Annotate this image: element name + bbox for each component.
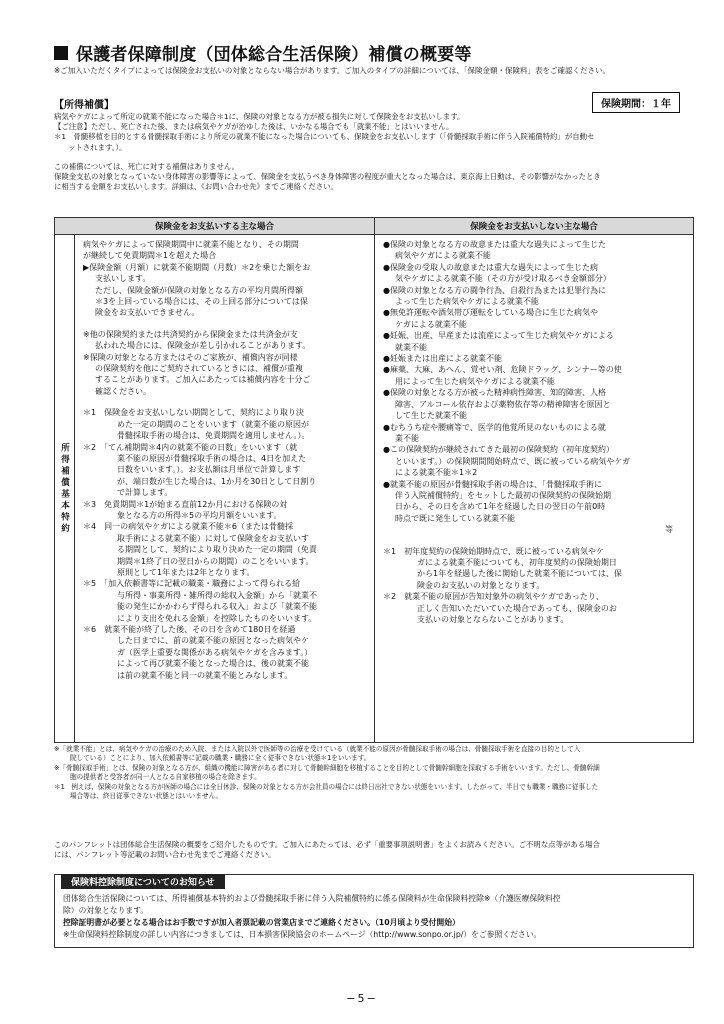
table-line: で計算します。 (117, 488, 173, 498)
summary-line: ットされます。）。 (68, 142, 127, 152)
table-line: ＊6 就業不能が終了した後、その日を含めて180日を経過 (83, 625, 296, 634)
table-line: による就業不能＊1＊2 (395, 468, 478, 478)
table-line: ●保険の対象となる方が被った精神病性障害、知的障害、人格 (383, 388, 606, 398)
table-line: が継続して免責期間＊1を超えた場合 (83, 251, 217, 261)
table-line: 用によって生じた病気やケガによる就業不能 (395, 376, 555, 386)
footnote-line: ※「骨髄採取手術」とは、保険の対象となる方が、組織の機能に障害がある者に対して骨髄幹細胞を移植することを目的として骨髄幹細胞を採取する手術をいいます。ただし、骨髄幹細 (54, 763, 600, 772)
table-line: ●麻薬、大麻、あへん、覚せい剤、危険ドラッグ、シンナー等の使 (383, 365, 622, 375)
table-line: る期間として、契約により取り決めた一定の期間（免責 (117, 545, 317, 555)
table-line: 障害、アルコール依存および薬物依存等の精神障害を原因と (395, 399, 611, 409)
table-header-paid: 保険金をお支払いする主な場合 (55, 218, 375, 235)
table-line: することがあります。ご加入にあたっては補償内容を十分ご (95, 375, 311, 385)
table-line: 正しく告知いただいていた場合であっても、保険金のお (417, 603, 617, 613)
footnote-line: 院している）ことにより、加入依頼書等に記載の職業・職務に全く従事できない状態＊1をいいます。 (70, 754, 371, 763)
table-line: ガによる就業不能についても、初年度契約の保険始期日 (417, 557, 617, 567)
table-line: ただし、保険金額が保険の対象となる方の平均月間所得額 (95, 285, 303, 295)
table-line: めた一定の期間のことをいいます（就業不能の原因が (117, 419, 309, 429)
table-line: ＊2 就業不能の原因が告知対象外の病気やケガであったり、 (383, 592, 604, 602)
pamphlet-line: このパンフレットは団体総合生活保険の概要をご紹介したものです。ご加入にあたっては、必ず「重要事項説明書」をよくお読みください。ご不明な点等がある場合 (54, 840, 600, 849)
pamphlet-line: には、パンフレット等記載のお問い合わせ先までご連絡ください。 (54, 850, 276, 860)
table-line: から1年を経過した後に開始した就業不能については、保 (417, 569, 622, 579)
notice-line: 除）の対象となります。 (63, 906, 149, 915)
footnote-line: 胞の提供者と受容者が同一人となる自家移植の場合を除きます。 (70, 773, 261, 782)
notice-line: 控除証明書が必要となる場合はお手数ですが加入者票記載の営業店までご連絡ください。（10月頃より受付開始） (63, 918, 460, 927)
table-line: 日から、その日を含めて1年を経過した日の翌日の午前0時 (395, 502, 606, 512)
table-line: ●この保険契約が継続されてきた最初の保険契約（初年度契約） (383, 445, 614, 455)
spacer (83, 397, 368, 407)
table-line: ※他の保険契約または共済契約から保険金または共済金が支 (83, 329, 298, 339)
table-line: によって再び就業不能となった場合は、後の就業不能 (117, 659, 309, 669)
summary-line: 保険金支払の対象となっていない身体障害の影響等によって、保険金を支払うべき身体障害の程度が重大となった場合は、東京海上日動は、その影響がなかったとき (54, 172, 601, 182)
table-line: 日数をいいます。）。お支払額は月単位で計算します (117, 465, 301, 475)
paid-cases-column (75, 235, 375, 742)
table-line: ▶保険金額（月額）に就業不能期間（月数）＊2を乗じた額をお (83, 262, 311, 272)
page-number: −5− (346, 992, 378, 1005)
summary-line: に相当する金額をお支払いします。詳細は、《お問い合わせ先》までご連絡ください。 (54, 182, 338, 192)
table-line: 就業不能 (395, 342, 427, 352)
notice-line: 団体総合生活保険については、所得補償基本特約および骨髄採取手術に伴う入院補償特約に係る保険料が生命保険料控除※（介護医療保険料控 (63, 894, 561, 903)
insurance-period-badge: 保険期間：１年 (592, 92, 680, 113)
table-line: 払われた場合には、保険金が差し引かれることがあります。 (95, 341, 311, 351)
table-line: は前の就業不能と同一の就業不能とみなします。 (117, 670, 293, 680)
notice-line: ※生命保険料控除制度の詳しい内容につきましては、日本損害保険協会のホームページ（http://www.sonpo.or.jp/）をご参照ください。 (63, 930, 542, 939)
table-line: ●妊娠または出産による就業不能 (383, 354, 502, 364)
notice-title: 保険料控除制度についてのお知らせ (61, 874, 225, 889)
side-label-text: 所得補償基本特約 (59, 442, 70, 535)
table-line: が、端日数が生じた場合は、1か月を30日として日割り (117, 476, 317, 486)
table-line: ●妊娠、出産、早産または流産によって生じた病気やケガによる (383, 331, 614, 341)
not-paid-cases-column (375, 235, 693, 742)
pamphlet-note (54, 840, 694, 861)
page-title: 保護者保障制度（団体総合生活保険）補償の概要等 (76, 45, 472, 65)
table-line: ※保険の対象となる方またはそのご家族が、補償内容が同様 (83, 352, 298, 362)
table-line: ＊3 免責期間＊1が始まる直前12か月における保険の対 (83, 499, 288, 509)
table-line: ＊1 初年度契約の保険始期時点で、既に被っている病気やケ (383, 546, 604, 556)
spacer (54, 153, 694, 162)
table-line: 病気やケガによる就業不能 (395, 251, 491, 261)
table-line: ●無免許運転や酒気帯び運転をしている場合に生じた病気や (383, 308, 598, 318)
table-line: 支払いの対象とならないことがあります。 (417, 615, 569, 624)
table-line: 取手術による就業不能）に対して保険金をお支払いす (117, 533, 309, 543)
table-line: 気やケガによる就業不能（その方が受け取るべき金額部分） (395, 274, 611, 284)
summary-text (54, 112, 694, 192)
summary-line: 【ご注意】ただし、死亡された後、または病気やケガが治ゆした後は、いかなる場合でも「就業不能」とはいいません。 (54, 122, 454, 132)
table-header-not-paid: 保険金をお支払いしない主な場合 (375, 218, 693, 235)
footnote-line: ※「就業不能」とは、病気やケガの治療のため入院、または入院以外で医師等の治療を受けている（就業不能の原因が骨髄採取手術の場合は、骨髄採取手術を直接の目的として入 (54, 745, 581, 753)
table-line: 等 (665, 525, 673, 535)
table-line: 時点で既に発生している就業不能 (395, 513, 515, 523)
table-line: の保険契約を他にご契約されているときには、補償が重複 (95, 364, 303, 374)
table-line: ●むちうち症や腰痛等で、医学的他覚所見のないものによる就 (383, 422, 606, 432)
table-line: 期間＊1終了日の翌日からの期間）のことをいいます。 (117, 556, 314, 566)
notice-body (63, 893, 687, 941)
table-line: した日までに、前の就業不能の原因となった病気やケ (117, 636, 309, 646)
table-line: 支払いします。 (95, 274, 151, 284)
table-line: 険金をお支払いできません。 (95, 308, 200, 318)
table-line: ●保険金の受取人の故意または重大な過失によって生じた病 (383, 262, 598, 272)
spacer (383, 536, 687, 546)
summary-line: ＊1 骨髄移植を目的とする骨髄採取手術により所定の就業不能になった場合についても、保険金をお支払いします（「骨髄採取手術に伴う入院補償特約」が自動セ (54, 132, 595, 142)
benefit-table (54, 217, 694, 743)
footnote-line: 場合等は、終日従事できない状態とはいいません。 (70, 792, 223, 801)
table-line: ●就業不能の原因が骨髄採取手術の場合は、「骨髄採取手術に (383, 479, 602, 489)
table-line: 与所得・事業所得・雑所得の総収入金額」から「就業不 (117, 590, 317, 600)
table-line: ＊1 保険金をお支払いしない期間として、契約により取り決 (83, 408, 304, 418)
summary-line: この補償については、死亡に対する補償はありません。 (54, 161, 240, 171)
table-line: ＊5 「加入依頼書等に記載の職業・職務によって得られる給 (83, 579, 301, 589)
summary-line: 病気やケガによって所定の就業不能になった場合＊1に、保険の対象となる方が被る損失に対して保険金をお支払いします。 (54, 112, 465, 121)
table-line: 伴う入院補償特約」をセットした最初の保険契約の保険始期 (395, 490, 611, 500)
table-line: 確認ください。 (95, 386, 151, 396)
intro-note: ※ご加入いただくタイプによっては保険金お支払いの対象とならない場合があります。ご加入のタイプの詳細については、「保険金額・保険料」表をご確認ください。 (54, 66, 611, 75)
table-side-label (55, 235, 75, 742)
table-line: 険金のお支払いの対象となります。 (417, 580, 545, 590)
table-line: 原則として1年または2年となります。 (117, 567, 255, 577)
tax-deduction-notice (54, 874, 694, 948)
table-line: 病気やケガによって保険期間中に就業不能となり、その期間 (83, 240, 299, 249)
table-line: よって生じた病気やケガによる就業不能 (395, 297, 539, 307)
title-square-icon (54, 46, 68, 60)
table-line: 業不能の原因が骨髄採取手術の場合は、4日を加えた (117, 453, 307, 463)
footnote-line: ＊1 例えば、保険の対象となる方が医師の場合には全日休診、保険の対象となる方が会社員の場合には終日出社できない状態をいいます。したがって、半日でも職業・職務に従事した (54, 782, 599, 791)
table-line: して生じた就業不能 (395, 411, 467, 421)
table-line: といいます。）の保険期間開始時点で、既に被っている病気やケガ (395, 456, 631, 466)
table-line: ●保険の対象となる方の闘争行為、自殺行為または犯罪行為に (383, 285, 606, 295)
table-line: ガ（医学上重要な関係がある病気やケガを含みます。） (117, 647, 313, 657)
table-line: 象となる方の所得＊5の平均月額をいいます。 (117, 510, 282, 520)
table-line: 骨髄採取手術の場合は、免責期間を適用しません。）。 (117, 431, 310, 441)
spacer (83, 319, 368, 329)
table-line: により支出を免れる金額」を控除したものをいいます。 (117, 613, 317, 623)
title-row (54, 40, 694, 65)
section-label: 【所得補償】 (54, 100, 114, 111)
table-line: ＊4 同一の病気やケガによる就業不能＊6（または骨髄採 (83, 522, 294, 532)
table-line: 能の発生にかかわらず得られる収入」および「就業不能 (117, 602, 317, 612)
table-line: ＊3を上回っている場合には、その上回る部分については保 (95, 297, 308, 307)
footnotes (54, 745, 694, 801)
table-line: 業不能 (395, 433, 419, 443)
table-line: ●保険の対象となる方の故意または重大な過失によって生じた (383, 240, 606, 249)
table-line: ＊2 「てん補期間＊4内の就業不能の日数」をいいます（就 (83, 442, 298, 452)
table-line: ケガによる就業不能 (395, 319, 467, 329)
